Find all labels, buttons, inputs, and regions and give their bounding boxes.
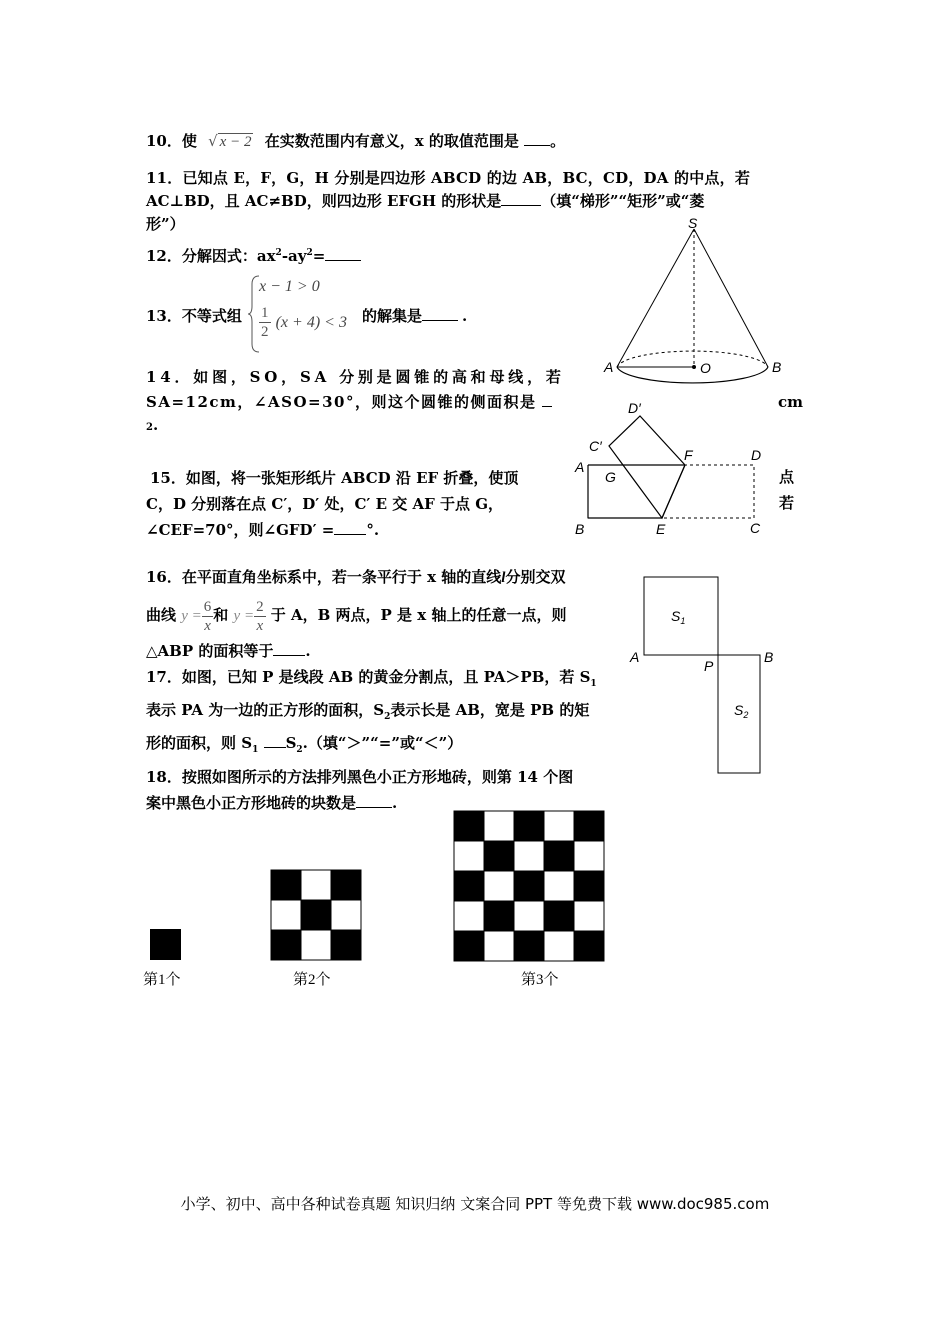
q17-line-1-text: 17．如图，已知 P 是线段 AB 的黄金分割点，且 PA＞PB，若 S	[146, 668, 591, 686]
answer-blank-18[interactable]	[356, 793, 392, 808]
answer-blank-16[interactable]	[273, 641, 305, 656]
black-tile	[544, 901, 574, 931]
cone-label-o: O	[700, 360, 711, 376]
pattern-3	[453, 810, 605, 962]
fold-label-b: B	[575, 521, 585, 537]
fold-label-g: G	[605, 469, 616, 485]
black-tile	[301, 900, 331, 930]
q17-sub-1: 1	[590, 679, 597, 689]
q16-line-2-prefix: 曲线	[146, 606, 177, 624]
q17-line-2	[146, 697, 597, 730]
black-tile	[514, 931, 544, 961]
black-tile	[331, 870, 361, 900]
white-tile	[271, 900, 301, 930]
black-tile	[574, 931, 604, 961]
black-tile	[484, 841, 514, 871]
q15-line-2: C，D 分别落在点 C′，D′ 处，C′ E 交 AF 于点 G，	[146, 495, 504, 513]
q11-line-2-text: AC⊥BD，且 AC≠BD，则四边形 EFGH 的形状是	[146, 192, 502, 210]
white-tile	[454, 841, 484, 871]
answer-blank-17[interactable]	[264, 733, 286, 748]
q11-line-2-end: （填“梯形”“矩形”或“菱	[541, 192, 705, 210]
hyperbola-1-numerator: 6	[203, 598, 212, 615]
hyperbola-1-fraction	[202, 598, 214, 635]
white-tile	[454, 901, 484, 931]
question-10	[146, 129, 565, 154]
white-tile	[544, 811, 574, 841]
q15-line-3-end: °.	[366, 521, 380, 539]
q15-line-1: 15．如图，将一张矩形纸片 ABCD 沿 EF 折叠，使顶	[150, 469, 519, 487]
answer-blank-12[interactable]	[325, 246, 361, 261]
page-footer: 小学、初中、高中各种试卷真题 知识归纳 文案合同 PPT 等免费下载 www.doc985.com	[180, 1195, 770, 1213]
q16-line-2-text: 于 A，B 两点，P 是 x 轴上的任意一点，则	[270, 606, 567, 624]
cone-label-a: A	[604, 359, 614, 375]
white-tile	[574, 841, 604, 871]
question-16	[146, 565, 565, 590]
white-tile	[331, 900, 361, 930]
q16-and: 和	[213, 606, 229, 624]
fold-label-c1: C′	[589, 438, 602, 454]
fold-label-f: F	[684, 447, 693, 463]
hyperbola-2-denominator: x	[256, 617, 264, 634]
black-tile	[514, 871, 544, 901]
hyperbola-1-lhs: y =	[181, 608, 202, 624]
answer-blank-14[interactable]	[542, 392, 552, 407]
answer-blank-10[interactable]	[524, 131, 550, 146]
q14-unit-text: cm	[778, 393, 804, 411]
q14-line-2	[146, 390, 565, 415]
question-15	[146, 465, 519, 543]
fold-label-e: E	[656, 521, 666, 537]
q15-line-1-end: 点	[779, 468, 795, 486]
black-tile	[574, 811, 604, 841]
inequality-system	[247, 274, 357, 354]
black-tile	[271, 870, 301, 900]
q16-line-3-end: .	[305, 642, 311, 660]
q17-s2: S	[285, 734, 297, 752]
hyperbola-2-lhs: y =	[233, 608, 255, 624]
golden-label-a: A	[630, 649, 640, 665]
q18-line-2-end: .	[392, 794, 398, 812]
question-16-line-2	[146, 594, 566, 637]
answer-blank-13[interactable]	[422, 306, 458, 321]
fold-label-d: D	[751, 447, 762, 463]
q12-prefix: 12．分解因式：ax	[146, 247, 276, 265]
q17-sub-2: 2	[384, 712, 391, 722]
black-tile	[454, 811, 484, 841]
white-tile	[301, 870, 331, 900]
q11-line-3: 形”）	[146, 215, 185, 233]
black-tile	[544, 841, 574, 871]
hyperbola-2-fraction	[254, 598, 266, 635]
question-16-line-3	[146, 639, 311, 663]
q14-unit-sup	[146, 413, 158, 440]
sqrt-radicand: x − 2	[219, 134, 252, 150]
fold-figure	[572, 400, 782, 540]
q18-line-1: 18．按照如图所示的方法排列黑色小正方形地砖，则第 14 个图	[146, 768, 574, 786]
cone-label-s: S	[688, 215, 698, 231]
black-tile	[514, 811, 544, 841]
q12-equals: =	[312, 247, 326, 265]
golden-label-p: P	[704, 658, 714, 674]
fold-label-d1: D′	[628, 400, 641, 416]
question-13	[146, 304, 242, 328]
black-tile	[574, 871, 604, 901]
q17-line-2-text: 表示 PA 为一边的正方形的面积，S	[146, 701, 385, 719]
black-tile	[454, 931, 484, 961]
white-tile	[544, 931, 574, 961]
question-18	[146, 764, 573, 816]
black-tile	[484, 901, 514, 931]
q17-line-2-end: 表示长是 AB，宽是 PB 的矩	[390, 701, 590, 719]
black-tile	[271, 930, 301, 960]
cone-label-b: B	[772, 359, 782, 375]
q15-line-2-end: 若	[779, 494, 795, 512]
q14-line-2-text: SA=12cm，∠ASO=30°，则这个圆锥的侧面积是	[146, 393, 537, 411]
black-tile	[331, 930, 361, 960]
q17-line-3-text: 形的面积，则 S	[146, 734, 253, 752]
sqrt-expression: √ x − 2	[208, 132, 252, 150]
golden-section-figure	[628, 573, 788, 778]
black-tile	[150, 929, 181, 960]
q18-line-2-text: 案中黑色小正方形地砖的块数是	[146, 794, 357, 812]
answer-blank-11[interactable]	[501, 191, 541, 206]
golden-label-b: B	[764, 649, 774, 665]
q15-line-3-text: ∠CEF=70°，则∠GFD′ =	[146, 521, 335, 539]
white-tile	[484, 811, 514, 841]
q17-sub-3: 1	[252, 745, 259, 755]
black-tile	[454, 871, 484, 901]
square-label: $S_1$	[671, 608, 686, 626]
q10-end: 。	[550, 132, 566, 150]
pattern-1-caption: 第1个	[143, 972, 181, 988]
inequality-2-body: (x + 4) < 3	[275, 314, 347, 331]
question-17	[146, 664, 597, 763]
answer-blank-15[interactable]	[334, 520, 366, 535]
rectangle-label: $S_2$	[734, 702, 749, 720]
inequality-2	[259, 304, 347, 341]
white-tile	[514, 841, 544, 871]
q13-text: 的解集是	[362, 307, 423, 325]
q15-line-3	[146, 517, 518, 543]
q16-line-1: 16．在平面直角坐标系中，若一条平行于 x 轴的直线	[146, 568, 502, 586]
inequality-1: x − 1 > 0	[259, 278, 320, 295]
inequality-2-numerator: 1	[261, 305, 269, 321]
hyperbola-1-denominator: x	[204, 617, 211, 634]
q11-line-2	[146, 190, 750, 213]
q17-line-1	[146, 664, 597, 697]
q12-mid: -ay	[281, 247, 307, 265]
white-tile	[544, 871, 574, 901]
question-14	[146, 365, 565, 415]
cone-figure	[600, 215, 800, 390]
q10-text: 在实数范围内有意义，x 的取值范围是	[264, 132, 519, 150]
q11-line-1: 11．已知点 E，F，G，H 分别是四边形 ABCD 的边 AB，BC，CD，DA 的中点，若	[146, 169, 751, 187]
pattern-2	[270, 869, 362, 961]
q16-line-3-text: △ABP 的面积等于	[146, 642, 274, 660]
question-13-answer	[362, 304, 467, 328]
q16-line-l: l	[501, 570, 506, 586]
q10-prefix: 10．使	[146, 132, 197, 150]
q12-sup-1: 2	[275, 248, 282, 258]
pattern-1	[150, 929, 182, 961]
q13-prefix: 13．不等式组	[146, 307, 242, 325]
white-tile	[514, 901, 544, 931]
fold-label-c: C	[750, 520, 761, 536]
q14-end: .	[152, 416, 159, 434]
white-tile	[574, 901, 604, 931]
pattern-3-caption: 第3个	[521, 972, 559, 988]
q14-line-1: 14．如图，SO，SA 分别是圆锥的高和母线，若	[146, 368, 565, 386]
inequality-2-denominator: 2	[261, 324, 269, 340]
pattern-2-caption: 第2个	[293, 972, 331, 988]
q16-line-1-end: 分别交双	[505, 568, 566, 586]
white-tile	[484, 931, 514, 961]
q13-end: .	[462, 307, 468, 325]
q14-sup: 2	[146, 422, 153, 433]
hyperbola-2-numerator: 2	[256, 598, 264, 615]
question-12	[146, 241, 361, 268]
white-tile	[301, 930, 331, 960]
q12-sup-2: 2	[306, 248, 313, 258]
white-tile	[484, 871, 514, 901]
q17-line-3	[146, 730, 597, 763]
q17-sub-4: 2	[296, 745, 303, 755]
q17-line-3-end: .（填“＞”“=”或“＜”）	[302, 734, 463, 752]
fold-label-a: A	[575, 459, 585, 475]
